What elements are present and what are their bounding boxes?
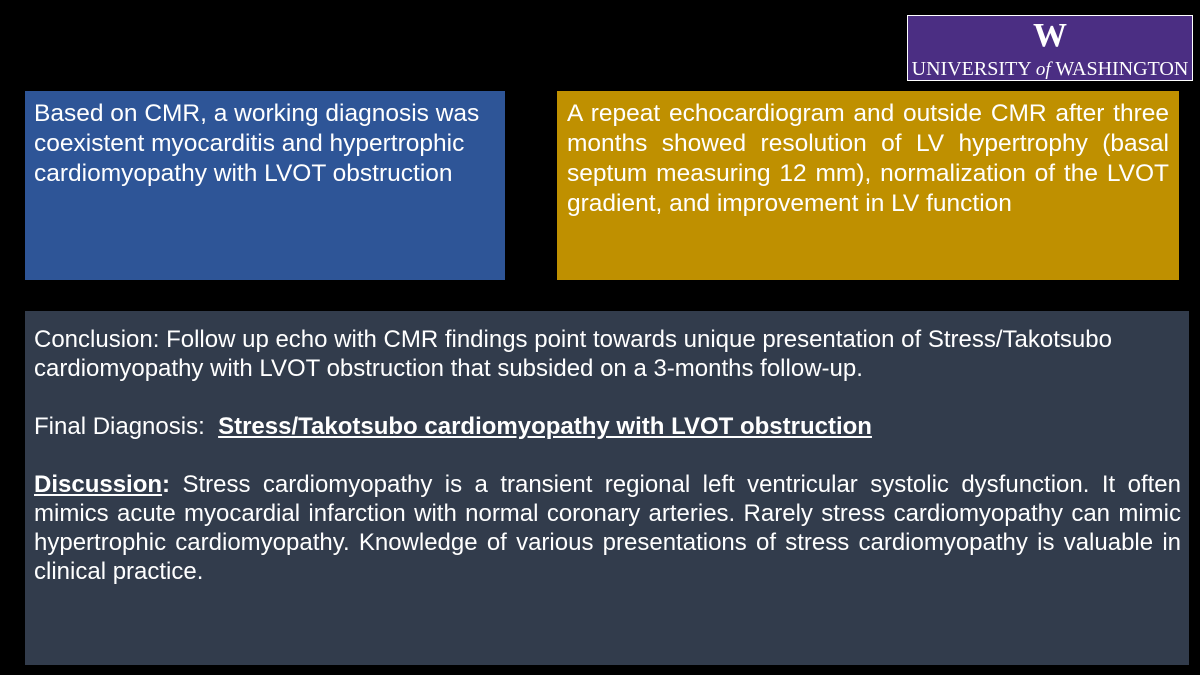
discussion-colon: : <box>162 471 171 498</box>
final-diagnosis-label: Final Diagnosis: <box>34 413 205 440</box>
follow-up-text: A repeat echocardiogram and outside CMR after three months showed resolution of LV hypertrophy (basal septum measuring 12 mm), normalization of the LVOT gradient, and improvement in LV function <box>567 100 1169 217</box>
conclusion-paragraph: Conclusion: Follow up echo with CMR findings point towards unique presentation of Stress/Takotsubo cardiomyopathy with LVOT obstruction that subsided on a 3-months follow-up. <box>34 326 1112 382</box>
discussion-label: Discussion <box>34 471 163 498</box>
follow-up-box <box>557 91 1179 280</box>
final-diagnosis-value: Stress/Takotsubo cardiomyopathy with LVOT obstruction <box>218 413 872 440</box>
logo-word-university: UNIVERSITY <box>911 58 1031 80</box>
logo-wordmark <box>908 58 1192 81</box>
cmr-diagnosis-text: Based on CMR, a working diagnosis was coexistent myocarditis and hypertrophic cardiomyopathy with LVOT obstruction <box>34 100 480 187</box>
university-logo <box>907 15 1193 81</box>
cmr-diagnosis-box <box>25 91 505 280</box>
summary-box <box>25 311 1189 665</box>
discussion-paragraph <box>34 470 1181 586</box>
logo-word-of: of <box>1035 59 1051 80</box>
final-diagnosis-paragraph <box>34 412 1181 441</box>
logo-word-washington: WASHINGTON <box>1055 58 1189 80</box>
logo-w-mark: W <box>1033 17 1067 54</box>
discussion-text: Stress cardiomyopathy is a transient regional left ventricular systolic dysfunction. It often mimics acute myocardial infarction with normal coronary arteries. Rarely stress cardiomyopathy can mimic hypertrophic cardiomyopathy. Knowledge of various presentations of stress cardiomyopathy is valuable in clinical practice. <box>34 471 1181 585</box>
